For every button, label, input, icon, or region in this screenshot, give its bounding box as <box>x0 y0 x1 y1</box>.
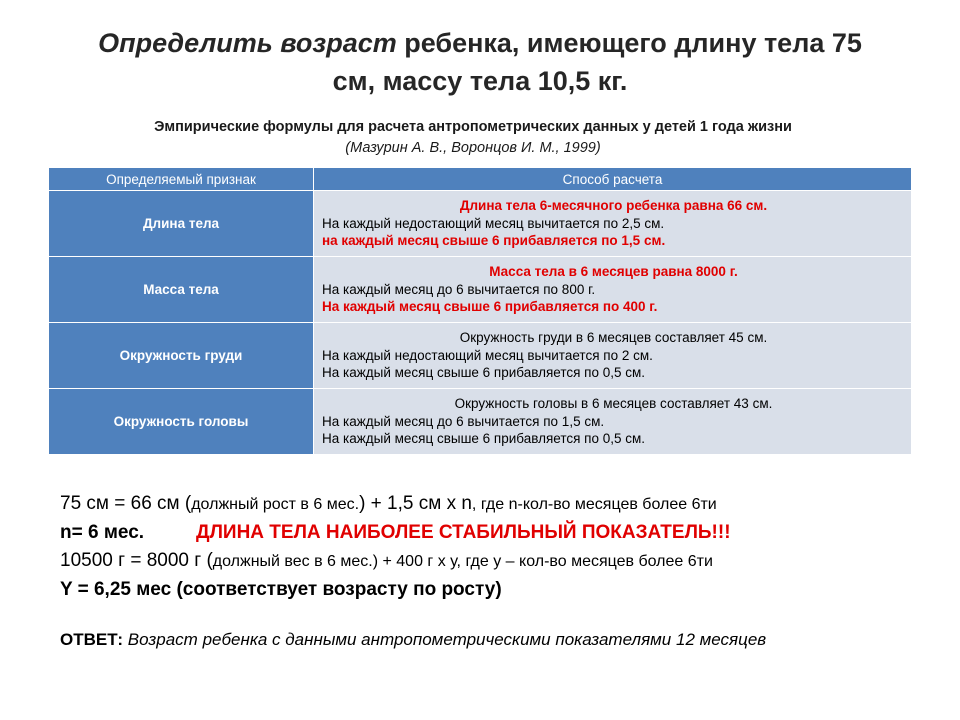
calc-n-value: n= 6 мес. <box>60 522 145 543</box>
title-italic-part: Определить возраст <box>98 28 397 58</box>
row-label-head: Окружность головы <box>49 389 314 455</box>
method-head: Масса тела в 6 месяцев равна 8000 г. <box>489 264 738 280</box>
method-line: На каждый недостающий месяц вычитается по 2,5 см. <box>322 215 665 231</box>
calc-line-mass <box>60 547 731 576</box>
table-header-feature: Определяемый признак <box>49 168 314 191</box>
method-line: На каждый месяц до 6 вычитается по 1,5 см. <box>322 413 605 429</box>
calc-line-length <box>60 490 731 519</box>
row-label-body-mass: Масса тела <box>49 257 314 323</box>
formulas-source: (Мазурин А. В., Воронцов И. М., 1999) <box>345 140 601 156</box>
row-method-body-mass <box>314 257 912 323</box>
answer-label: ОТВЕТ: <box>60 630 124 649</box>
method-head: Длина тела 6-месячного ребенка равна 66 см. <box>459 198 768 214</box>
table-row <box>49 191 912 257</box>
answer-line <box>60 630 766 650</box>
calc-text: 10500 г = 8000 г ( <box>60 550 213 571</box>
calc-emphasis: ДЛИНА ТЕЛА НАИБОЛЕЕ СТАБИЛЬНЫЙ ПОКАЗАТЕЛЬ!!! <box>196 522 731 543</box>
formulas-subtitle: Эмпирические формулы для расчета антропометрических данных у детей 1 года жизни <box>154 119 792 135</box>
method-line: На каждый недостающий месяц вычитается по 2 см. <box>322 347 653 363</box>
answer-text: Возраст ребенка с данными антропометрическими показателями 12 месяцев <box>123 630 767 649</box>
row-label-chest: Окружность груди <box>49 323 314 389</box>
title-rest-line1: ребенка, имеющего длину тела 75 <box>396 28 862 58</box>
method-line: На каждый месяц свыше 6 прибавляется по 400 г. <box>322 299 658 315</box>
method-head: Окружность головы в 6 месяцев составляет 43 см. <box>454 396 773 412</box>
row-label-body-length: Длина тела <box>49 191 314 257</box>
title-line2: см, массу тела 10,5 кг. <box>332 66 628 96</box>
calculation-block <box>60 490 731 604</box>
calc-note: должный вес в 6 мес.) + 400 г х у, где у – кол-во месяцев более 6ти <box>212 553 713 570</box>
method-head: Окружность груди в 6 месяцев составляет 45 см. <box>459 330 768 346</box>
calc-text: ) + 1,5 см х n <box>359 493 472 514</box>
calc-text: 75 см = 66 см ( <box>60 493 192 514</box>
anthropometry-table <box>48 167 912 455</box>
table-row <box>49 257 912 323</box>
calc-line-result: Y = 6,25 мес (соответствует возрасту по росту) <box>60 579 502 600</box>
calc-line-n <box>60 519 731 547</box>
method-line: на каждый месяц свыше 6 прибавляется по 1,5 см. <box>322 233 666 249</box>
page-title <box>40 24 920 100</box>
calc-note: должный рост в 6 мес. <box>191 496 360 513</box>
row-method-head <box>314 389 912 455</box>
table-row <box>49 323 912 389</box>
table-row <box>49 389 912 455</box>
table-header-row <box>49 168 912 191</box>
row-method-chest <box>314 323 912 389</box>
method-line: На каждый месяц свыше 6 прибавляется по 0,5 см. <box>322 365 646 381</box>
calc-note: , где n-кол-во месяцев более 6ти <box>471 496 717 513</box>
row-method-body-length <box>314 191 912 257</box>
method-line: На каждый месяц до 6 вычитается по 800 г. <box>322 281 596 297</box>
table-header-method: Способ расчета <box>314 168 912 191</box>
method-line: На каждый месяц свыше 6 прибавляется по 0,5 см. <box>322 431 646 447</box>
